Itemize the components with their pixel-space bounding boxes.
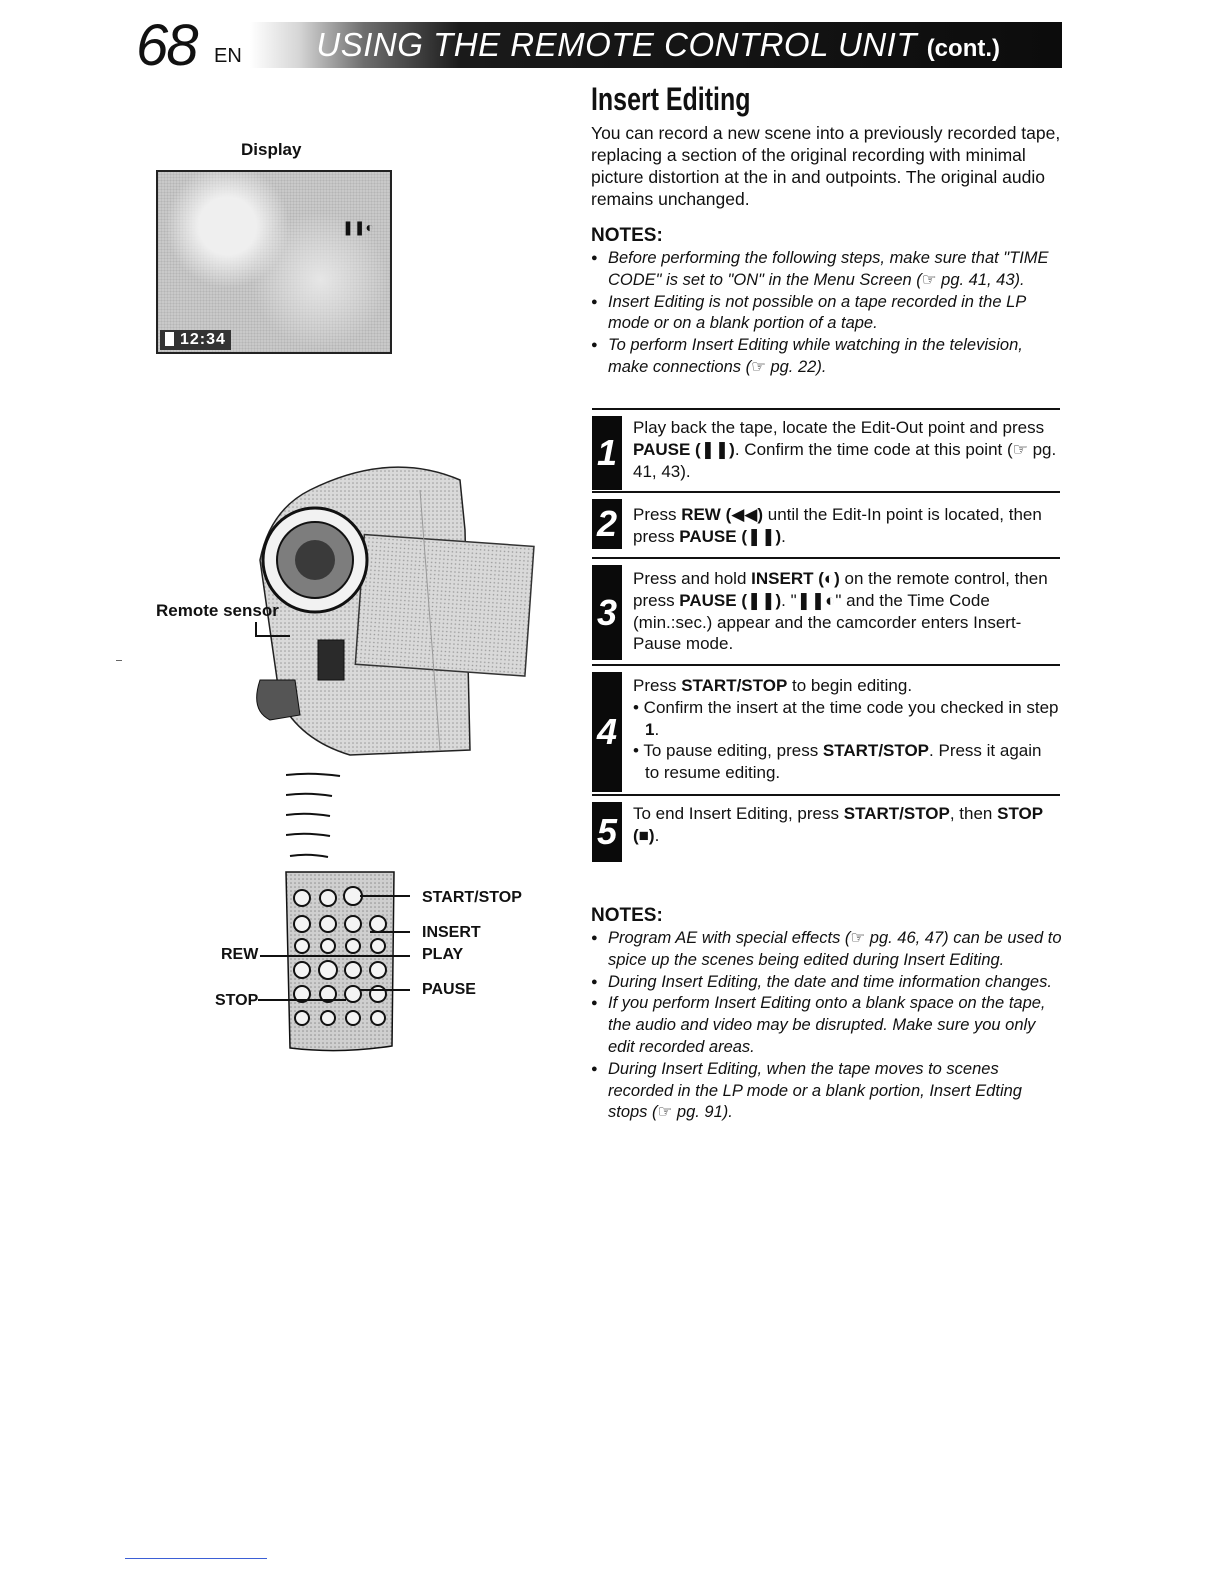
step-text-run: . <box>654 825 660 845</box>
step-text-run: , then <box>949 804 998 823</box>
step-number: 3 <box>592 565 622 660</box>
step-subpoint <box>633 697 1060 741</box>
header-title-text: USING THE REMOTE CONTROL UNIT <box>316 26 918 63</box>
step-number: 5 <box>592 802 622 862</box>
step-divider <box>592 557 1060 559</box>
pause-label: PAUSE <box>422 981 476 998</box>
step-keyword: STOP (■) <box>633 804 1043 845</box>
step-keyword: START/STOP <box>681 676 788 695</box>
step-text-run: . " <box>781 590 797 610</box>
play-label: PLAY <box>422 946 464 963</box>
step-keyword: ❚❚◐ <box>796 590 836 610</box>
step-text-run: . <box>781 526 786 546</box>
step-subpoint <box>633 740 1060 784</box>
step-text <box>633 803 1060 847</box>
step-text <box>633 675 1060 784</box>
step-number: 1 <box>592 416 622 490</box>
note-item: ● To perform Insert Editing while watching in the television, make connections (☞ pg. 22). <box>591 335 1061 379</box>
step-text-run: Play back the tape, locate the Edit-Out point and press <box>633 418 1045 437</box>
step-text-run: Press and hold <box>633 569 752 588</box>
notes-title: NOTES: <box>591 225 663 246</box>
step-text-run: on the remote control, then press <box>633 569 1048 610</box>
note-item: ● Insert Editing is not possible on a tape recorded in the LP mode or on a blank portion of a tape. <box>591 292 1061 336</box>
step-divider <box>592 491 1060 493</box>
stop-label: STOP <box>215 992 259 1009</box>
section-intro: You can record a new scene into a previously recorded tape, replacing a section of the original recording with minimal picture distortion at the in and outpoints. The original audio remains unchanged. <box>591 123 1061 209</box>
notes-list <box>591 248 1061 379</box>
remote-sensor-pointer <box>254 622 294 642</box>
note-item: ● Before performing the following steps, make sure that "TIME CODE" is set to "ON" in the Menu Screen (☞ pg. 41, 43). <box>591 248 1061 292</box>
footer-rule <box>125 1558 267 1559</box>
step-text-run: • Confirm the insert at the time code you checked in step <box>633 697 1059 717</box>
step-2 <box>592 491 1060 557</box>
step-divider <box>592 408 1060 410</box>
step-5 <box>592 794 1060 862</box>
step-text-run: . <box>654 719 660 739</box>
display-label: Display <box>241 140 302 159</box>
insert-label: INSERT <box>422 924 481 941</box>
notes-title: NOTES: <box>591 905 663 926</box>
notes-bottom <box>591 904 1063 1124</box>
step-text-run: until the Edit-In point is located, then press <box>633 505 1042 546</box>
step-text-run: Press <box>633 505 682 524</box>
note-item: ● If you perform Insert Editing onto a blank space on the tape, the audio and video may be disrupted. Make sure you only edit recorded areas. <box>591 993 1063 1058</box>
remote-sensor-label: Remote sensor <box>156 601 279 620</box>
step-text-run: " and the Time Code (min.:sec.) appear and the camcorder enters Insert-Pause mode. <box>633 590 1022 654</box>
step-1 <box>592 408 1060 490</box>
step-keyword: PAUSE (❚❚) <box>633 439 735 459</box>
rew-label: REW <box>221 946 259 963</box>
page-language: EN <box>214 45 242 67</box>
step-keyword: START/STOP <box>843 804 950 823</box>
step-keyword: INSERT (◐) <box>751 569 840 588</box>
header-banner <box>250 22 1062 68</box>
note-item: ● During Insert Editing, when the tape moves to scenes recorded in the LP mode or a blank portion, Insert Edting stops (☞ pg. 91). <box>591 1059 1063 1124</box>
insert-pause-indicator: ❚❚◐ <box>342 219 374 235</box>
step-number: 2 <box>592 499 622 549</box>
note-item: ● During Insert Editing, the date and time information changes. <box>591 972 1063 994</box>
tape-icon <box>165 332 174 346</box>
start-stop-label: START/STOP <box>422 889 522 906</box>
step-text <box>633 504 1060 548</box>
time-code: 12:34 <box>180 331 226 348</box>
step-keyword: 1 <box>645 719 655 739</box>
time-code-readout <box>160 330 231 350</box>
header-title-suffix: (cont.) <box>926 35 1000 62</box>
step-text-run: Press <box>633 676 682 695</box>
step-3 <box>592 557 1060 664</box>
infrared-signal-icon <box>286 770 346 865</box>
step-text <box>633 417 1060 482</box>
step-text-run: To end Insert Editing, press <box>633 804 844 823</box>
step-4 <box>592 664 1060 794</box>
step-divider <box>592 664 1060 666</box>
step-divider <box>592 794 1060 796</box>
step-keyword: PAUSE (❚❚) <box>679 590 782 610</box>
display-screen <box>156 170 392 354</box>
notes-list <box>591 928 1063 1124</box>
header-title <box>316 22 1000 68</box>
page-number: 68 <box>136 13 197 78</box>
step-text-run: . Confirm the time code at this point (☞ pg. 41, 43). <box>633 439 1057 481</box>
section-title: Insert Editing <box>591 81 751 117</box>
step-text-run: to begin editing. <box>787 676 913 695</box>
margin-mark <box>116 660 122 661</box>
step-text-run: . Press it again to resume editing. <box>645 741 1042 783</box>
step-keyword: START/STOP <box>822 741 930 761</box>
notes-top <box>591 224 1061 379</box>
step-keyword: REW (◀◀) <box>681 505 764 524</box>
step-text <box>633 568 1060 655</box>
step-text-run: • To pause editing, press <box>633 741 823 761</box>
step-number: 4 <box>592 672 622 792</box>
step-keyword: PAUSE (❚❚) <box>679 526 782 546</box>
note-item: ● Program AE with special effects (☞ pg. 46, 47) can be used to spice up the scenes being edited during Insert Editing. <box>591 928 1063 972</box>
camcorder-illustration <box>240 450 540 760</box>
